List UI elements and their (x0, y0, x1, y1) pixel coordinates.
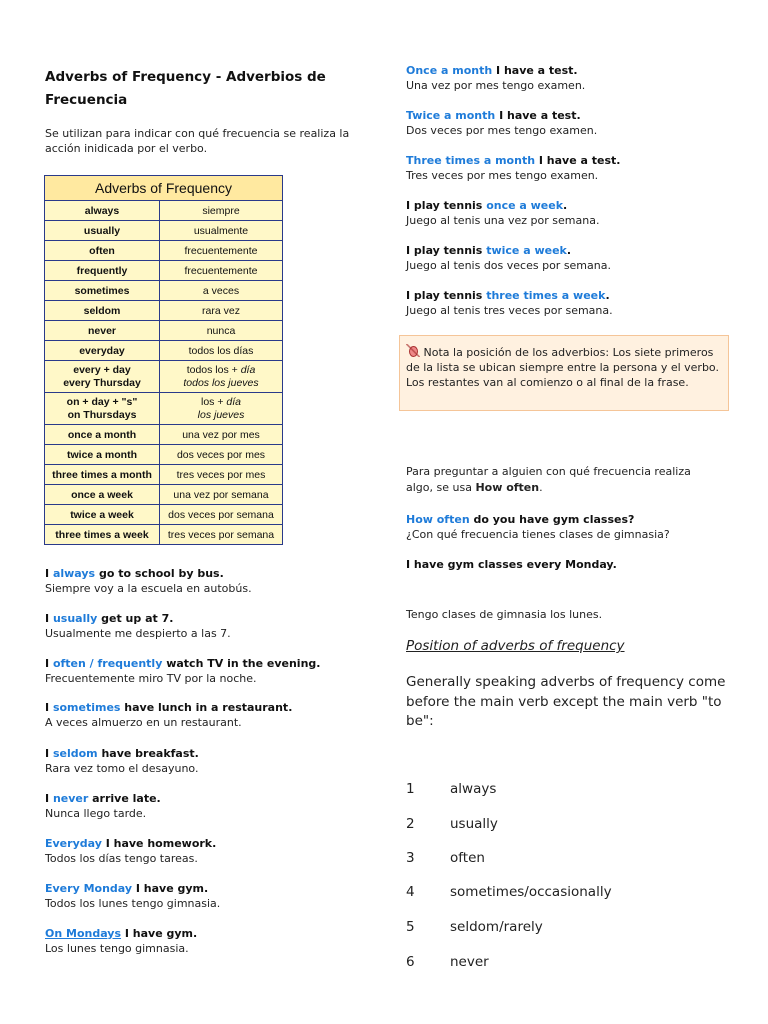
example-item (45, 656, 320, 686)
table-cell-en: usually (45, 221, 160, 241)
list-number: 2 (406, 816, 415, 832)
example-pre: I play tennis (406, 199, 487, 212)
example-item (45, 836, 216, 866)
example-es: Frecuentemente miro TV por la noche. (45, 672, 257, 685)
table-row (45, 361, 283, 393)
question-example (406, 512, 670, 542)
example-post: . (605, 289, 610, 302)
example-item (406, 63, 585, 93)
example-pre: I (45, 567, 53, 580)
table-cell-en: never (45, 321, 160, 341)
example-en (45, 881, 220, 896)
table-cell-en-line: on Thursdays (67, 408, 137, 421)
example-item (45, 746, 199, 776)
example-es: Una vez por mes tengo examen. (406, 79, 586, 92)
example-en (45, 836, 216, 851)
example-adverb: seldom (52, 747, 98, 760)
table-cell-es-line: los jueves (197, 408, 245, 421)
list-item (406, 919, 543, 935)
example-adverb: never (52, 792, 89, 805)
list-text: seldom/rarely (450, 919, 543, 935)
answer-es-text: Tengo clases de gimnasia los lunes. (406, 608, 603, 621)
table-row (45, 425, 283, 445)
example-post: have breakfast. (97, 747, 199, 760)
table-row (45, 321, 283, 341)
example-post: . (563, 199, 568, 212)
table-cell-es-line: todos los + (186, 363, 241, 376)
example-en (406, 153, 620, 168)
example-adverb: once a week (486, 199, 564, 212)
list-text: never (450, 954, 489, 970)
table-cell-es: dos veces por mes (160, 445, 283, 465)
example-pre: I (45, 701, 53, 714)
example-post: have lunch in a restaurant. (120, 701, 293, 714)
list-item (406, 884, 612, 900)
example-item (406, 288, 613, 318)
table-cell-es: tres veces por mes (160, 465, 283, 485)
list-number: 5 (406, 919, 415, 935)
example-item (45, 700, 292, 730)
example-post: I have a test. (492, 64, 578, 77)
example-es: Tres veces por mes tengo examen. (406, 169, 599, 182)
example-en (45, 656, 320, 671)
example-adverb: usually (52, 612, 98, 625)
example-item (406, 198, 599, 228)
table-cell-es: una vez por semana (160, 485, 283, 505)
table-cell-es-italic: día (240, 363, 256, 376)
example-en (45, 566, 252, 581)
list-number: 4 (406, 884, 415, 900)
frequency-table (44, 175, 283, 545)
table-cell-en-line: every + day (73, 363, 131, 376)
page-title: Adverbs of Frequency - Adverbios de Frecuencia (45, 69, 326, 108)
example-pre: I play tennis (406, 289, 487, 302)
example-es: Todos los días tengo tareas. (45, 852, 198, 865)
example-es: Rara vez tomo el desayuno. (45, 762, 199, 775)
example-pre: I (45, 747, 53, 760)
example-adverb: often / frequently (52, 657, 163, 670)
example-en (406, 243, 611, 258)
list-text: usually (450, 816, 498, 832)
list-item (406, 781, 496, 797)
example-en (406, 63, 585, 78)
list-number: 1 (406, 781, 415, 797)
table-cell-en: everyday (45, 341, 160, 361)
list-text: often (450, 850, 485, 866)
example-en (45, 791, 161, 806)
list-item (406, 954, 489, 970)
table-row (45, 301, 283, 321)
example-post: arrive late. (88, 792, 161, 805)
example-en (406, 108, 597, 123)
table-row (45, 281, 283, 301)
example-adverb: Every Monday (45, 882, 133, 895)
example-es: ¿Con qué frecuencia tienes clases de gimnasia? (406, 528, 670, 541)
table-cell-es: una vez por mes (160, 425, 283, 445)
table-cell-es-italic: día (226, 395, 241, 408)
example-es: Dos veces por mes tengo examen. (406, 124, 598, 137)
answer-es (406, 607, 602, 622)
example-en (406, 198, 599, 213)
example-pre: I (45, 612, 53, 625)
general-text: Generally speaking adverbs of frequency come before the main verb except the main verb "to be": (406, 674, 726, 729)
example-en (406, 512, 670, 527)
example-adverb: Once a month (406, 64, 493, 77)
example-en (45, 746, 199, 761)
table-row (45, 341, 283, 361)
table-cell-es: tres veces por semana (160, 525, 283, 545)
table-cell-en: three times a month (45, 465, 160, 485)
table-row (45, 261, 283, 281)
table-cell-en: once a month (45, 425, 160, 445)
example-adverb: On Mondays (45, 927, 122, 940)
section-title: Position of adverbs of frequency (406, 638, 625, 654)
table-cell-es (160, 361, 283, 393)
table-cell-en (45, 361, 160, 393)
table-cell-en: sometimes (45, 281, 160, 301)
example-post: watch TV in the evening. (162, 657, 321, 670)
table-cell-en-line: on + day + "s" (66, 395, 138, 408)
list-number: 6 (406, 954, 415, 970)
table-cell-es-line: todos los jueves (183, 376, 259, 389)
table-cell-es: frecuentemente (160, 241, 283, 261)
example-adverb: always (52, 567, 96, 580)
bug-icon (406, 344, 420, 357)
example-es: Todos los lunes tengo gimnasia. (45, 897, 221, 910)
example-pre: I play tennis (406, 244, 487, 257)
example-adverb: twice a week (486, 244, 567, 257)
table-row (45, 221, 283, 241)
table-cell-es (160, 393, 283, 425)
table-header: Adverbs of Frequency (45, 176, 283, 201)
list-item (406, 816, 498, 832)
question-intro-text: Para preguntar a alguien con qué frecuencia realiza algo, se usa (406, 465, 691, 494)
example-adverb: Three times a month (406, 154, 536, 167)
example-item (406, 243, 611, 273)
example-post: I have a test. (535, 154, 621, 167)
table-cell-en: twice a week (45, 505, 160, 525)
table-cell-es: usualmente (160, 221, 283, 241)
table-row (45, 393, 283, 425)
table-cell-es: nunca (160, 321, 283, 341)
table-cell-en (45, 393, 160, 425)
table-cell-en: frequently (45, 261, 160, 281)
table-cell-en: always (45, 201, 160, 221)
example-post: I have gym. (121, 927, 198, 940)
table-row (45, 525, 283, 545)
table-cell-es: a veces (160, 281, 283, 301)
example-es: Usualmente me despierto a las 7. (45, 627, 231, 640)
answer-text (406, 557, 617, 572)
example-item (45, 926, 197, 956)
list-item (406, 850, 485, 866)
example-es: Los lunes tengo gimnasia. (45, 942, 189, 955)
list-text: always (450, 781, 497, 797)
table-row (45, 505, 283, 525)
table-row (45, 465, 283, 485)
example-adverb: Everyday (45, 837, 102, 850)
table-row (45, 241, 283, 261)
intro-text: Se utilizan para indicar con qué frecuencia se realiza la acción inidicada por el verbo. (45, 127, 350, 155)
example-adverb: How often (406, 513, 470, 526)
example-post: I have a test. (495, 109, 581, 122)
example-en (45, 611, 231, 626)
example-en (406, 288, 613, 303)
table-row (45, 201, 283, 221)
example-es: Juego al tenis dos veces por semana. (406, 259, 611, 272)
example-es: Juego al tenis una vez por semana. (406, 214, 600, 227)
example-en (45, 700, 292, 715)
table-cell-en-line: every Thursday (63, 376, 141, 389)
table-cell-en: seldom (45, 301, 160, 321)
example-post: I have gym. (132, 882, 209, 895)
example-item (406, 153, 620, 183)
note-box (399, 335, 729, 411)
example-es: Siempre voy a la escuela en autobús. (45, 582, 252, 595)
example-pre: I (45, 792, 53, 805)
answer-en: I have gym classes every Monday. (406, 558, 617, 571)
example-en (45, 926, 197, 941)
question-intro-bold: How often (475, 481, 540, 494)
example-item (45, 791, 161, 821)
table-cell-en: three times a week (45, 525, 160, 545)
example-item (45, 566, 252, 596)
example-post: do you have gym classes? (469, 513, 635, 526)
example-adverb: sometimes (52, 701, 121, 714)
example-item (45, 881, 220, 911)
example-post: . (566, 244, 572, 257)
table-cell-es: todos los días (160, 341, 283, 361)
example-pre: I (45, 657, 53, 670)
example-post: go to school by bus. (95, 567, 224, 580)
example-item (406, 108, 597, 138)
example-es: A veces almuerzo en un restaurant. (45, 716, 242, 729)
example-post: get up at 7. (97, 612, 174, 625)
question-intro-end: . (539, 481, 543, 494)
list-text: sometimes/occasionally (450, 884, 612, 900)
table-cell-es: frecuentemente (160, 261, 283, 281)
table-cell-es: dos veces por semana (160, 505, 283, 525)
table-cell-es: siempre (160, 201, 283, 221)
list-number: 3 (406, 850, 415, 866)
table-cell-en: twice a month (45, 445, 160, 465)
example-es: Juego al tenis tres veces por semana. (406, 304, 613, 317)
question-intro (406, 464, 721, 496)
example-adverb: three times a week (486, 289, 606, 302)
example-es: Nunca llego tarde. (45, 807, 147, 820)
table-row (45, 485, 283, 505)
table-cell-es: rara vez (160, 301, 283, 321)
example-item (45, 611, 231, 641)
example-post: I have homework. (101, 837, 217, 850)
table-cell-es-line: los + (201, 395, 227, 408)
table-cell-en: often (45, 241, 160, 261)
example-adverb: Twice a month (406, 109, 496, 122)
note-text: Nota la posición de los adverbios: Los siete primeros de la lista se ubican siempre entre la persona y el verbo. Los restantes van al comienzo o al final de la frase. (406, 346, 719, 389)
table-row (45, 445, 283, 465)
table-cell-en: once a week (45, 485, 160, 505)
